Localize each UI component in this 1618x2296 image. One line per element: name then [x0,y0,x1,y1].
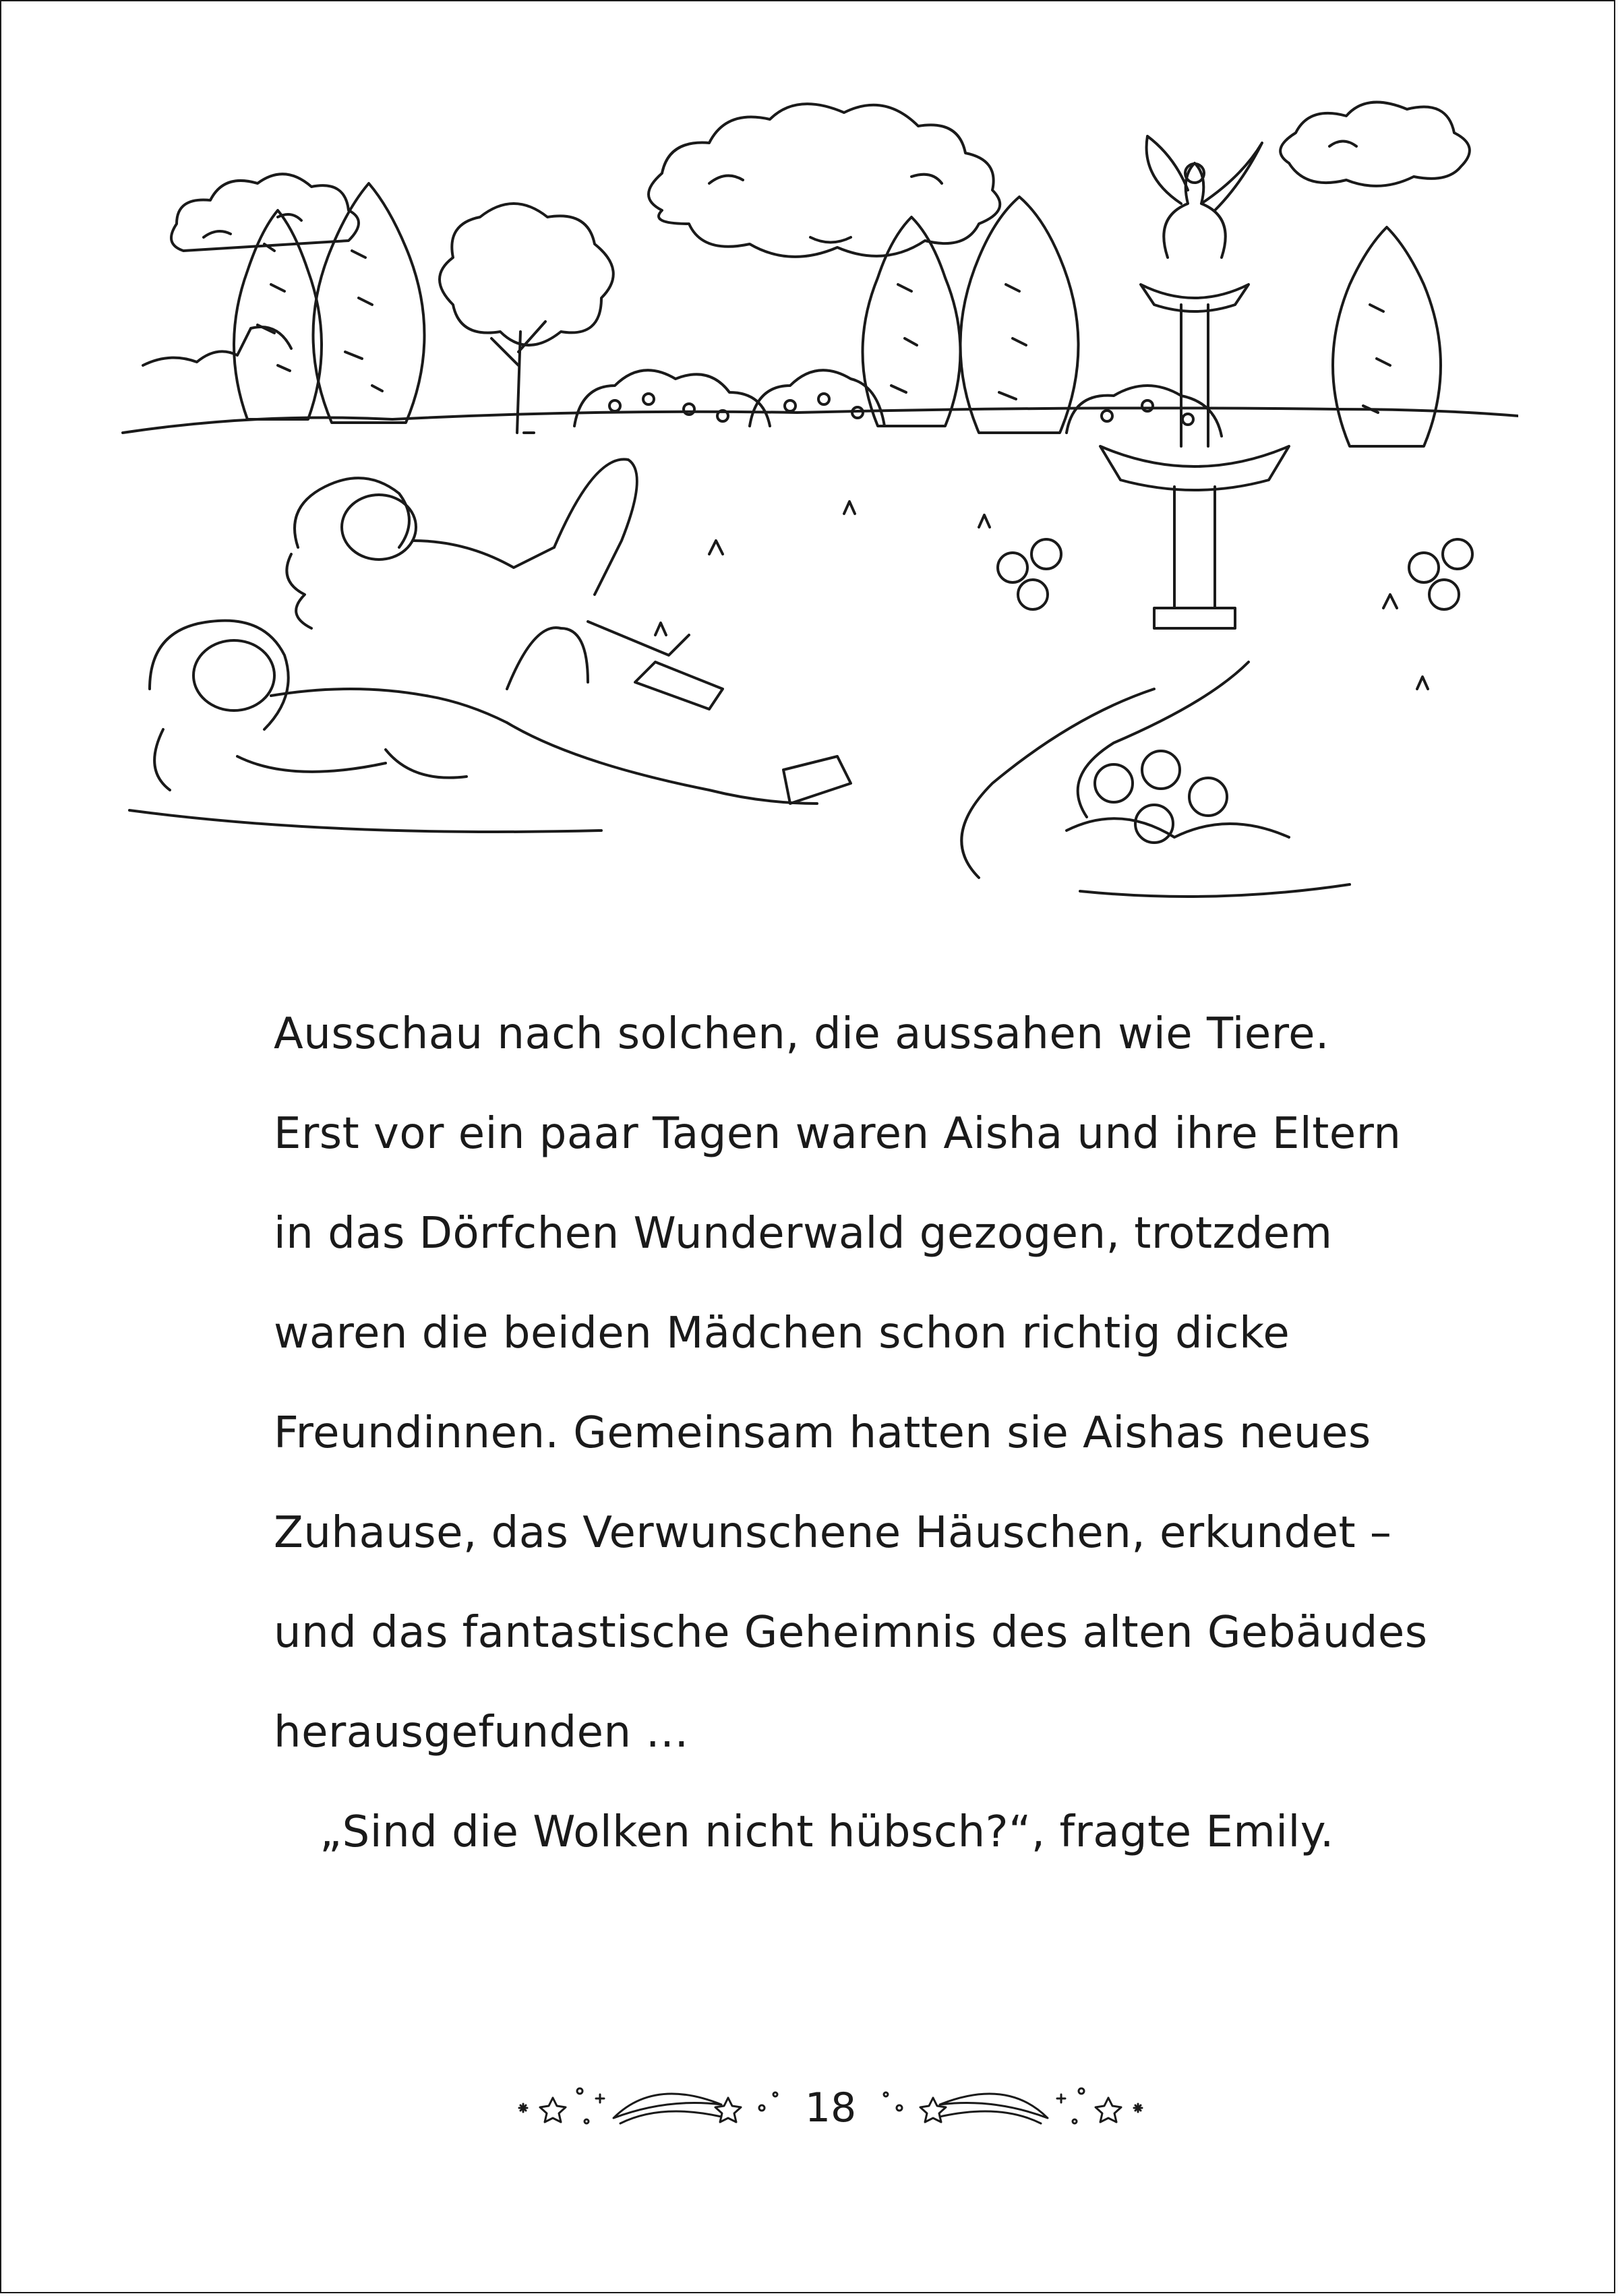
tree-icon [234,210,322,419]
garden-scene-illustration [102,82,1518,945]
text-line: Zuhause, das Verwunschene Häuschen, erkundet – [274,1508,1392,1558]
tree-icon [961,197,1079,433]
text-line: in das Dörfchen Wunderwald gezogen, trotzdem [274,1209,1333,1259]
girls-lying-icon [150,459,851,804]
cloud-icon [171,174,359,251]
text-line: Freundinnen. Gemeinsam hatten sie Aishas neues [274,1408,1371,1458]
text-line: waren die beiden Mädchen schon richtig dicke [274,1308,1290,1358]
dialogue-line: „Sind die Wolken nicht hübsch?“, fragte Emily. [320,1807,1334,1857]
bush-icon [1067,386,1222,436]
tree-icon [440,204,613,433]
page-number: 18 [804,2084,857,2132]
tree-icon [1333,227,1441,446]
flowers-icon [998,539,1472,843]
text-line: Erst vor ein paar Tagen waren Aisha und ihre Eltern [274,1109,1402,1159]
stars-leaf-ornament-icon [872,2071,1156,2145]
body-text [274,984,1428,1882]
text-line: und das fantastische Geheimnis des alten Gebäudes [274,1608,1428,1658]
cloud-icon [649,104,1000,257]
text-line: herausgefunden … [274,1708,689,1757]
bush-icon [574,370,770,426]
cloud-icon [1280,102,1470,186]
page-footer [487,2071,1174,2145]
tree-icon [313,183,425,423]
stars-leaf-ornament-icon [506,2071,789,2145]
text-line: Ausschau nach solchen, die aussahen wie Tiere. [274,1009,1329,1059]
phoenix-fountain-icon [1100,136,1289,628]
